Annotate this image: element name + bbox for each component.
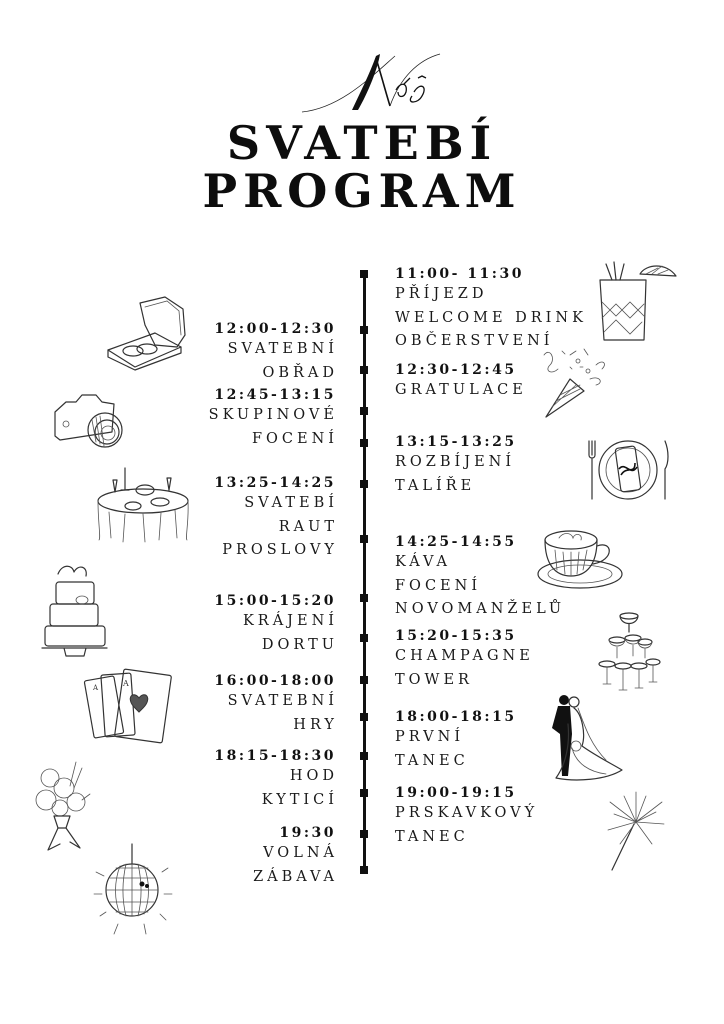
bouquet-icon [30, 758, 102, 854]
entry-label: OBŘAD [262, 364, 338, 381]
wedding-cake-icon [42, 562, 107, 657]
entry-label: PRVNÍ [395, 729, 465, 745]
entry-label: PRSKAVKOVÝ [395, 805, 539, 821]
entry-label: ROZBÍJENÍ [395, 454, 516, 470]
entry-label: OBČERSTVENÍ [395, 333, 554, 349]
timeline-dot [360, 866, 368, 874]
entry-time: 15:20-15:35 [395, 628, 517, 644]
program-entry-cake-cutting [214, 592, 338, 657]
timeline-dot [360, 594, 368, 602]
entry-label: TALÍŘE [395, 477, 476, 494]
entry-label: PROSLOVY [222, 542, 338, 558]
entry-label: VOLNÁ [263, 845, 338, 861]
timeline-dot [360, 830, 368, 838]
entry-time: 19:30 [279, 825, 336, 841]
entry-label: HRY [293, 716, 338, 733]
page-title-line-1: SVATEBÍ [226, 116, 498, 170]
entry-time: 12:30-12:45 [395, 362, 517, 378]
entry-label: HOD [289, 768, 338, 784]
entry-time: 13:25-14:25 [214, 475, 336, 491]
timeline-dot [360, 789, 368, 797]
entry-time: 13:15-13:25 [395, 434, 517, 450]
program-entry-bouquet-toss [214, 747, 338, 812]
entry-time: 12:45-13:15 [214, 387, 336, 403]
entry-label: PŘÍJEZD [395, 286, 488, 302]
entry-time: 14:25-14:55 [395, 534, 517, 550]
entry-label: ZÁBAVA [253, 868, 338, 885]
timeline-dot [360, 676, 368, 684]
program-entry-first-dance [395, 708, 517, 773]
entry-label: GRATULACE [395, 382, 527, 398]
entry-time: 12:00-12:30 [214, 321, 336, 337]
program-entry-wedding-games [214, 672, 338, 737]
entry-time: 15:00-15:20 [214, 593, 336, 609]
entry-label: SVATEBNÍ [227, 693, 338, 709]
plate-setting-icon [585, 435, 670, 505]
page-title-line-2: PROGRAM [202, 164, 522, 218]
ring-box-icon [105, 295, 190, 370]
program-entry-sparkler-dance [395, 784, 538, 849]
entry-label: KYTICÍ [261, 791, 338, 808]
timeline-dot [360, 270, 368, 278]
entry-label: TANEC [395, 828, 469, 845]
entry-time: 19:00-19:15 [395, 785, 517, 801]
entry-time: 18:00-18:15 [395, 709, 517, 725]
playing-cards-icon [83, 668, 171, 744]
program-entry-group-photo [208, 386, 338, 451]
disco-ball-icon [92, 842, 172, 937]
timeline-dot [360, 480, 368, 488]
program-entry-plate-breaking [395, 433, 517, 498]
entry-label: RAUT [278, 518, 338, 535]
program-entry-free-fun [253, 824, 338, 889]
program-entry-ceremony [214, 320, 338, 385]
svg-text:A: A [93, 684, 99, 692]
coffee-cup-icon [535, 528, 625, 590]
entry-label: WELCOME DRINK [395, 309, 587, 326]
program-entry-congratulations [395, 361, 527, 403]
entry-time: 16:00-18:00 [214, 673, 336, 689]
entry-label: CHAMPAGNE [395, 648, 534, 664]
camera-icon [52, 392, 127, 450]
script-title-flourish-icon [300, 48, 450, 118]
entry-label: DORTU [261, 636, 338, 653]
timeline-line [363, 272, 366, 872]
entry-label: SVATEBNÍ [227, 341, 338, 357]
cocktail-glass-icon [596, 262, 680, 344]
party-popper-icon [540, 345, 610, 420]
timeline-dot [360, 326, 368, 334]
entry-label: KRÁJENÍ [242, 613, 338, 629]
script-title [300, 48, 450, 118]
champagne-tower-icon [597, 610, 662, 695]
program-entry-arrival [395, 265, 587, 354]
entry-label: FOCENÍ [251, 430, 338, 447]
entry-label: TANEC [395, 752, 469, 769]
entry-label: NOVOMANŽELŮ [395, 601, 566, 617]
timeline-dot [360, 407, 368, 415]
entry-label: SVATEBÍ [244, 495, 338, 511]
program-entry-banquet [214, 474, 338, 563]
timeline-dot [360, 752, 368, 760]
entry-label: KÁVA [395, 554, 451, 570]
entry-label: FOCENÍ [395, 577, 482, 594]
program-entry-champagne-tower [395, 627, 534, 692]
entry-label: SKUPINOVÉ [208, 407, 338, 423]
timeline-dot [360, 439, 368, 447]
entry-label: TOWER [395, 671, 473, 688]
sparkler-icon [606, 790, 666, 872]
entry-time: 11:00- 11:30 [395, 266, 524, 282]
bride-groom-icon [546, 694, 624, 782]
timeline-dot [360, 634, 368, 642]
entry-time: 18:15-18:30 [214, 748, 336, 764]
timeline-dot [360, 366, 368, 374]
svg-text:A: A [123, 679, 129, 688]
timeline-dot [360, 535, 368, 543]
banquet-table-icon [95, 468, 190, 543]
timeline-dot [360, 713, 368, 721]
